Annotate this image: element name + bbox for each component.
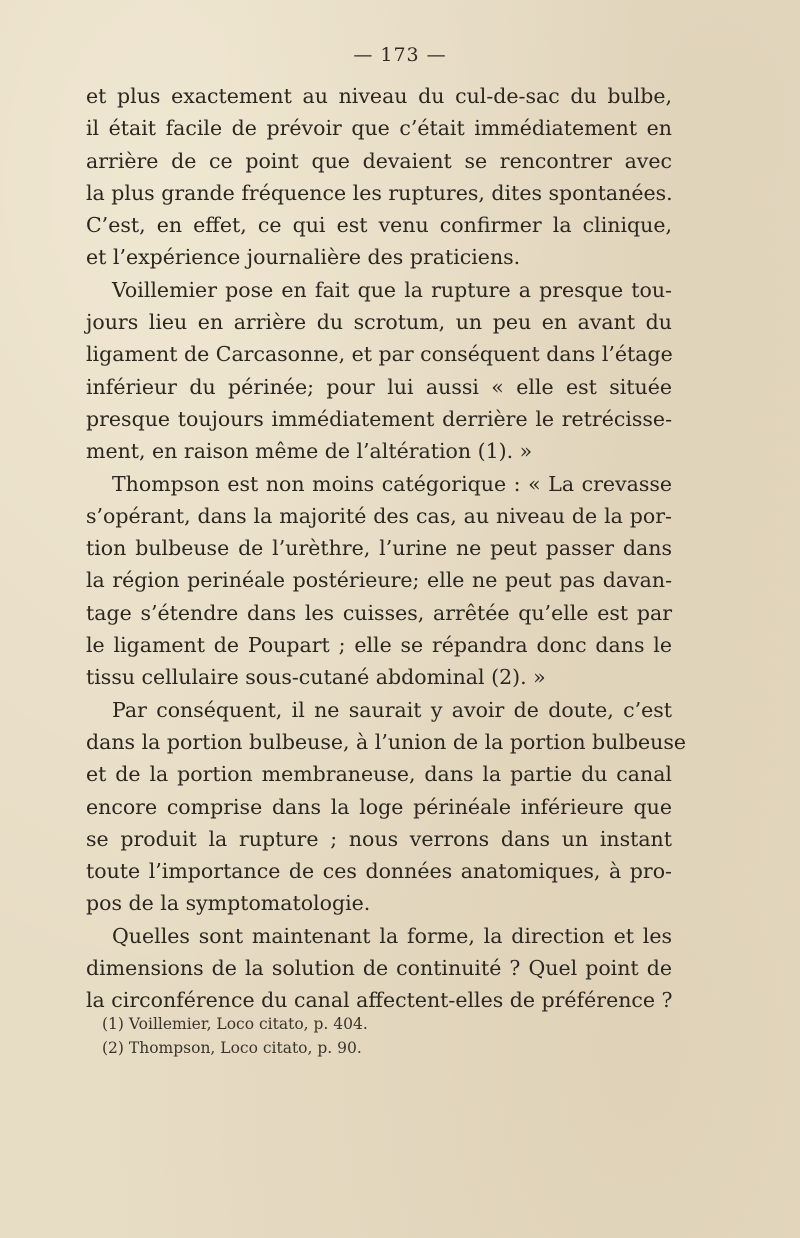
text-line: la région perinéale postérieure; elle ne peut pas davan- (86, 568, 672, 593)
text-line: C’est, en effet, ce qui est venu confirmer la clinique, (86, 213, 672, 238)
text-line: et l’expérience journalière des praticiens. (86, 245, 521, 270)
text-line: arrière de ce point que devaient se rencontrer avec (86, 148, 672, 173)
text-line: il était facile de prévoir que c’était immédiatement en (86, 116, 672, 141)
text-line: le ligament de Poupart ; elle se répandra donc dans le (86, 633, 672, 658)
text-line: ligament de Carcasonne, et par conséquent dans l’étage (86, 342, 673, 367)
footnotes (102, 1012, 662, 1060)
text-line: dans la portion bulbeuse, à l’union de la portion bulbeuse (86, 729, 687, 754)
text-line: dimensions de la solution de continuité ? Quel point de (86, 956, 672, 981)
text-line: Thompson est non moins catégorique : « La crevasse (112, 471, 672, 496)
text-line: tage s’étendre dans les cuisses, arrêtée qu’elle est par (86, 600, 672, 625)
text-line: encore comprise dans la loge périnéale inférieure que (86, 794, 672, 819)
footnote: (1) Voillemier, Loco citato, p. 404. (102, 1015, 368, 1033)
text-line: et plus exactement au niveau du cul-de-sac du bulbe, (86, 84, 672, 108)
page-number: — 173 — (353, 44, 447, 66)
text-line: ment, en raison même de l’altération (1). » (86, 439, 533, 464)
text-line: s’opérant, dans la majorité des cas, au niveau de la por- (86, 503, 672, 528)
text-line: Voillemier pose en fait que la rupture a presque tou- (112, 277, 672, 302)
text-line: inférieur du périnée; pour lui aussi « elle est située (86, 374, 672, 399)
footnote: (2) Thompson, Loco citato, p. 90. (102, 1039, 362, 1057)
text-line: la plus grande fréquence les ruptures, dites spontanées. (86, 180, 673, 205)
text-line: la circonférence du canal affectent-elles de préférence ? (86, 988, 673, 1013)
text-line: pos de la symptomatologie. (86, 891, 371, 916)
text-line: tissu cellulaire sous-cutané abdominal (2). » (86, 665, 546, 690)
text-line: Quelles sont maintenant la forme, la direction et les (112, 923, 672, 948)
text-line: tion bulbeuse de l’urèthre, l’urine ne peut passer dans (86, 536, 672, 561)
text-line: se produit la rupture ; nous verrons dans un instant (86, 826, 672, 851)
text-line: toute l’importance de ces données anatomiques, à pro- (86, 859, 672, 884)
text-line: et de la portion membraneuse, dans la partie du canal (86, 762, 672, 787)
body-text (86, 80, 687, 1017)
text-line: jours lieu en arrière du scrotum, un peu en avant du (86, 310, 672, 335)
text-line: presque toujours immédiatement derrière le retrécisse- (86, 406, 672, 431)
text-line: Par conséquent, il ne saurait y avoir de doute, c’est (112, 697, 672, 722)
